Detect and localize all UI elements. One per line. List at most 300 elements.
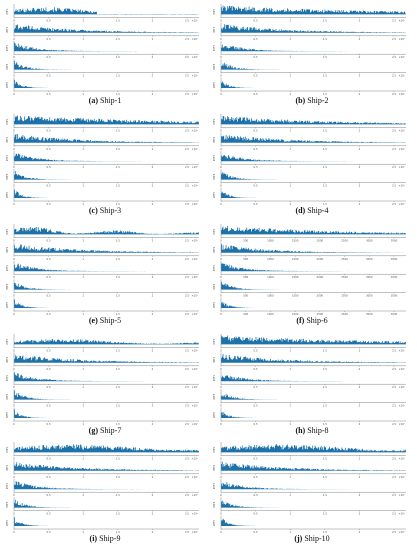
x-tick-label: 2.5 [184,129,190,133]
panel-ship-9 [5,440,205,546]
x-tick-label: 0 [220,276,222,280]
x-tick-label: 0 [13,257,15,261]
x-tick-label: 2 [151,147,154,151]
x-exponent-label: ×10⁴ [398,184,405,188]
x-tick-label: 0 [13,423,15,427]
imf-waveform [222,63,406,70]
x-tick-label: 0 [13,129,15,133]
x-tick-label: 1 [82,184,85,188]
x-tick-label: 1.5 [322,184,327,188]
x-tick-label: 2 [151,37,154,41]
x-tick-label: 0.5 [253,93,258,97]
imf-axis-label: IMF4 [6,63,10,70]
imf-waveform [222,444,406,452]
x-tick-label: 1 [82,423,85,427]
x-tick-label: 2.5 [391,494,397,498]
x-tick-label: 0.5 [253,203,258,207]
x-tick-label: 1 [82,367,85,371]
x-exponent-label: ×10⁴ [191,147,198,151]
imf-waveform [222,155,406,161]
x-tick-label: 2 [151,184,154,188]
x-tick-label: 2.5 [184,93,190,97]
imf-axis-label: IMF5 [6,81,10,89]
imf-waveform [15,283,199,290]
imf-waveform [222,282,406,290]
x-tick-label: 1000 [267,276,274,280]
x-tick-label: 0 [13,74,15,78]
imf-waveform [222,354,406,363]
imf-axis-label: IMF2 [6,464,10,471]
x-tick-label: 0.5 [46,203,51,207]
x-tick-label: 1.5 [322,404,327,408]
imf-axis-label: IMF3 [213,483,217,490]
x-tick-label: 2.5 [184,457,190,461]
x-tick-label: 500 [243,313,249,317]
imf-plot-ship-4 [212,112,412,208]
x-tick-label: 1 [82,512,85,516]
imf-axis-label: IMF1 [6,446,10,453]
x-tick-label: 1.5 [115,367,120,371]
x-tick-label: 2.5 [184,313,190,317]
x-tick-label: 0.5 [46,56,51,60]
x-tick-label: 1 [289,166,292,170]
x-tick-label: 1 [289,74,292,78]
imf-waveform [15,462,199,471]
x-tick-label: 1 [289,512,292,516]
x-tick-label: 1.5 [322,203,327,207]
x-tick-label: 3000 [365,313,373,317]
x-tick-label: 2.5 [184,203,190,207]
x-tick-label: 0 [220,74,222,78]
x-exponent-label: ×10⁴ [398,129,405,133]
x-tick-label: 1.5 [322,386,327,390]
imf-axis-label: IMF5 [6,301,10,309]
imf-axis-label: IMF1 [213,118,217,125]
imf-axis-label: IMF5 [213,411,217,419]
imf-axis-label: IMF3 [213,265,217,272]
x-tick-label: 2.5 [184,404,190,408]
imf-axis-label: IMF2 [213,136,217,143]
x-tick-label: 0 [13,37,15,41]
imf-axis-label: IMF4 [6,393,10,400]
imf-axis-label: IMF4 [6,283,10,290]
x-tick-label: 0.5 [253,494,258,498]
x-tick-label: 0.5 [46,512,51,516]
imf-waveform [222,244,406,253]
x-tick-label: 0.5 [46,531,51,535]
x-tick-label: 1000 [267,239,274,243]
imf-waveform [222,302,406,308]
caption-ship-1: (a) Ship-1 [88,96,122,105]
x-exponent-label: ×10⁴ [191,239,198,243]
x-tick-label: 1.5 [322,349,327,353]
x-tick-label: 1 [82,494,85,498]
x-tick-label: 0 [220,313,222,317]
x-tick-label: 1 [82,203,85,207]
x-tick-label: 1 [82,147,85,151]
x-tick-label: 2.5 [184,367,190,371]
x-tick-label: 2 [358,386,361,390]
caption-ship-6: (f) Ship-6 [296,316,328,325]
x-tick-label: 0 [13,367,15,371]
x-tick-label: 1.5 [115,184,120,188]
x-tick-label: 0 [220,512,222,516]
imf-plot-ship-1 [5,2,205,98]
x-tick-label: 0 [220,404,222,408]
x-tick-label: 2 [151,93,154,97]
x-tick-label: 0 [13,56,15,60]
x-tick-label: 1.5 [115,313,120,317]
x-tick-label: 1.5 [115,512,120,516]
x-tick-label: 1.5 [115,386,120,390]
x-tick-label: 0.5 [46,19,51,23]
imf-waveform [15,300,199,308]
imf-axis-label: IMF1 [6,8,10,15]
x-tick-label: 2 [358,512,361,516]
x-tick-label: 0.5 [253,423,258,427]
x-tick-label: 2 [358,147,361,151]
x-tick-label: 0 [220,37,222,41]
x-exponent-label: ×10⁴ [398,56,405,60]
x-tick-label: 1 [289,494,292,498]
x-tick-label: 3000 [365,239,373,243]
x-tick-label: 1 [289,56,292,60]
x-tick-label: 500 [243,239,249,243]
x-tick-label: 1.5 [115,19,120,23]
x-tick-label: 2.5 [184,239,190,243]
imf-axis-label: IMF4 [213,63,217,70]
x-tick-label: 2 [358,423,361,427]
x-tick-label: 2 [151,294,154,298]
caption-ship-7: (g) Ship-7 [88,426,122,435]
x-tick-label: 2.5 [184,294,190,298]
x-tick-label: 0 [13,184,15,188]
x-tick-label: 1 [82,166,85,170]
imf-waveform [15,80,199,88]
x-tick-label: 2 [151,313,154,317]
x-exponent-label: ×10⁴ [398,386,405,390]
imf-axis-label: IMF5 [213,191,217,199]
x-tick-label: 0.5 [46,184,51,188]
x-tick-label: 0.5 [46,475,51,479]
x-tick-label: 0.5 [46,257,51,261]
x-tick-label: 1.5 [322,129,327,133]
x-tick-label: 0 [13,93,15,97]
imf-axis-label: IMF3 [6,375,10,382]
x-tick-label: 2 [358,56,361,60]
x-tick-label: 0.5 [253,147,258,151]
x-tick-label: 2 [151,457,154,461]
imf-axis-label: IMF4 [6,501,10,508]
x-tick-label: 3500 [390,257,398,261]
imf-waveform [15,245,199,253]
caption-ship-4: (d) Ship-4 [295,206,329,215]
imf-axis-label: IMF3 [6,265,10,272]
x-tick-label: 0.5 [46,166,51,170]
x-tick-label: 0 [220,147,222,151]
x-tick-label: 1 [289,457,292,461]
x-exponent-label: ×10⁴ [191,475,198,479]
panel-ship-5 [5,222,205,328]
x-tick-label: 0.5 [253,129,258,133]
imf-plot-ship-2 [212,2,412,98]
x-tick-label: 0.5 [253,512,258,516]
x-tick-label: 2 [358,494,361,498]
panel-ship-1 [5,2,205,108]
imf-axis-label: IMF1 [6,228,10,235]
x-tick-label: 2500 [341,239,348,243]
x-tick-label: 2.5 [391,203,397,207]
imf-axis-label: IMF5 [6,519,10,527]
imf-waveform [222,6,406,15]
x-tick-label: 2.5 [184,166,190,170]
x-tick-label: 1.5 [322,166,327,170]
x-tick-label: 2500 [341,257,348,261]
imf-axis-label: IMF3 [213,375,217,382]
x-exponent-label: ×10⁴ [191,367,198,371]
imf-waveform [15,373,199,382]
imf-waveform [15,264,199,272]
x-tick-label: 0 [220,19,222,23]
imf-waveform [15,171,199,179]
x-exponent-label: ×10⁴ [191,203,198,207]
x-exponent-label: ×10⁴ [191,423,198,427]
x-tick-label: 1.5 [322,147,327,151]
x-tick-label: 2.5 [184,386,190,390]
x-tick-label: 3500 [390,239,398,243]
x-tick-label: 0.5 [253,37,258,41]
x-tick-label: 500 [243,294,249,298]
imf-waveform [222,263,406,271]
imf-waveform [15,517,199,526]
imf-waveform [222,462,406,471]
x-exponent-label: ×10⁴ [398,457,405,461]
x-exponent-label: ×10⁴ [398,494,405,498]
x-tick-label: 2.5 [391,147,397,151]
imf-axis-label: IMF1 [213,338,217,345]
x-tick-label: 0.5 [46,367,51,371]
x-tick-label: 3000 [365,276,373,280]
x-tick-label: 0.5 [253,74,258,78]
x-tick-label: 1000 [267,257,274,261]
caption-ship-2: (b) Ship-2 [295,96,329,105]
x-tick-label: 2 [151,257,154,261]
x-tick-label: 0 [13,276,15,280]
x-tick-label: 2 [358,457,361,461]
imf-plot-ship-7 [5,332,205,428]
x-tick-label: 3000 [365,257,373,261]
x-tick-label: 1.5 [115,494,120,498]
x-tick-label: 2500 [341,294,348,298]
x-tick-label: 1 [289,147,292,151]
x-tick-label: 2.5 [391,404,397,408]
x-tick-label: 2.5 [184,37,190,41]
x-tick-label: 2.5 [391,349,397,353]
imf-axis-label: IMF2 [6,246,10,253]
x-tick-label: 1.5 [322,56,327,60]
x-tick-label: 2 [358,367,361,371]
x-tick-label: 2.5 [391,74,397,78]
x-tick-label: 0.5 [46,313,51,317]
x-tick-label: 2 [358,166,361,170]
x-tick-label: 1.5 [322,475,327,479]
x-tick-label: 0 [220,129,222,133]
imf-waveform [15,190,199,198]
x-tick-label: 2 [151,531,154,535]
x-exponent-label: ×10⁴ [191,129,198,133]
x-exponent-label: ×10⁴ [398,475,405,479]
x-tick-label: 2 [358,531,361,535]
x-tick-label: 2.5 [391,56,397,60]
x-tick-label: 0.5 [253,404,258,408]
x-tick-label: 0 [220,386,222,390]
imf-waveform [222,135,406,143]
imf-plot-ship-3 [5,112,205,208]
x-tick-label: 1.5 [322,512,327,516]
imf-waveform [222,82,406,88]
x-tick-label: 1.5 [115,404,120,408]
x-tick-label: 0 [13,531,15,535]
imf-axis-label: IMF2 [213,464,217,471]
x-tick-label: 1.5 [115,475,120,479]
imf-waveform [15,134,199,143]
x-exponent-label: ×10⁴ [398,423,405,427]
x-tick-label: 3500 [390,276,398,280]
x-tick-label: 1.5 [115,423,120,427]
x-tick-label: 1 [289,349,292,353]
x-tick-label: 0.5 [46,239,51,243]
x-tick-label: 1.5 [322,531,327,535]
x-exponent-label: ×10⁴ [191,494,198,498]
x-exponent-label: ×10⁴ [398,37,405,41]
x-exponent-label: ×10⁴ [191,404,198,408]
caption-ship-8: (h) Ship-8 [295,426,329,435]
x-tick-label: 0.5 [46,423,51,427]
x-tick-label: 2 [151,166,154,170]
imf-waveform [222,394,406,399]
x-tick-label: 1 [82,386,85,390]
x-exponent-label: ×10⁴ [398,367,405,371]
x-tick-label: 0 [13,512,15,516]
x-exponent-label: ×10⁴ [398,531,405,535]
imf-waveform [222,482,406,489]
x-tick-label: 2.5 [391,19,397,23]
imf-axis-label: IMF2 [213,356,217,363]
x-tick-label: 1 [289,19,292,23]
imf-waveform [222,24,406,32]
x-tick-label: 2.5 [184,19,190,23]
x-tick-label: 1 [82,56,85,60]
x-tick-label: 2.5 [184,349,190,353]
imf-axis-label: IMF5 [213,301,217,309]
x-tick-label: 2 [358,184,361,188]
caption-ship-10: (j) Ship-10 [294,534,330,543]
x-exponent-label: ×10⁴ [191,19,198,23]
x-tick-label: 2 [358,37,361,41]
imf-axis-label: IMF4 [213,173,217,180]
x-tick-label: 2.5 [391,367,397,371]
x-tick-label: 3500 [390,294,398,298]
x-tick-label: 1000 [267,294,274,298]
x-tick-label: 2 [151,19,154,23]
x-tick-label: 0.5 [46,294,51,298]
x-tick-label: 1.5 [115,166,120,170]
x-tick-label: 2 [151,512,154,516]
x-exponent-label: ×10⁴ [398,166,405,170]
x-tick-label: 1.5 [115,239,120,243]
x-tick-label: 0.5 [253,166,258,170]
x-tick-label: 0 [13,19,15,23]
imf-waveform [15,61,199,70]
x-tick-label: 1000 [267,313,274,317]
x-tick-label: 1 [82,257,85,261]
x-exponent-label: ×10⁴ [191,457,198,461]
imf-waveform [222,375,406,381]
x-tick-label: 2 [358,93,361,97]
x-tick-label: 0 [13,147,15,151]
x-exponent-label: ×10⁴ [191,294,198,298]
x-tick-label: 0 [220,203,222,207]
imf-waveform [222,412,406,418]
imf-axis-label: IMF2 [213,246,217,253]
imf-waveform [15,481,199,489]
x-tick-label: 2 [151,367,154,371]
x-tick-label: 2 [151,404,154,408]
x-tick-label: 1 [289,404,292,408]
imf-waveform [222,226,406,234]
x-tick-label: 1.5 [115,147,120,151]
x-tick-label: 1 [82,294,85,298]
x-tick-label: 1.5 [115,56,120,60]
imf-plot-ship-6 [212,222,412,318]
x-tick-label: 2.5 [391,475,397,479]
x-tick-label: 0 [220,56,222,60]
x-tick-label: 2.5 [184,423,190,427]
panel-ship-2 [212,2,412,108]
x-tick-label: 1.5 [115,203,120,207]
imf-waveform [15,43,199,52]
x-tick-label: 2 [358,129,361,133]
panel-ship-6 [212,222,412,328]
x-tick-label: 500 [243,276,249,280]
x-tick-label: 1 [82,74,85,78]
x-tick-label: 2 [151,129,154,133]
x-exponent-label: ×10⁴ [398,203,405,207]
x-tick-label: 1.5 [115,74,120,78]
imf-plot-ship-10 [212,440,412,536]
x-tick-label: 0 [220,367,222,371]
imf-waveform [222,45,406,52]
x-exponent-label: ×10⁴ [191,349,198,353]
x-tick-label: 0.5 [46,404,51,408]
x-tick-label: 0 [220,294,222,298]
x-tick-label: 2.5 [184,475,190,479]
x-tick-label: 1 [82,93,85,97]
panel-ship-7 [5,332,205,438]
x-tick-label: 0 [13,404,15,408]
x-tick-label: 1.5 [322,74,327,78]
x-tick-label: 2 [358,19,361,23]
x-tick-label: 0 [13,386,15,390]
x-tick-label: 1 [82,457,85,461]
x-tick-label: 2500 [341,276,348,280]
imf-axis-label: IMF2 [6,136,10,143]
x-tick-label: 0.5 [253,56,258,60]
x-tick-label: 1500 [291,313,299,317]
imf-waveform [15,355,199,363]
imf-waveform [15,227,199,235]
x-tick-label: 0.5 [46,74,51,78]
